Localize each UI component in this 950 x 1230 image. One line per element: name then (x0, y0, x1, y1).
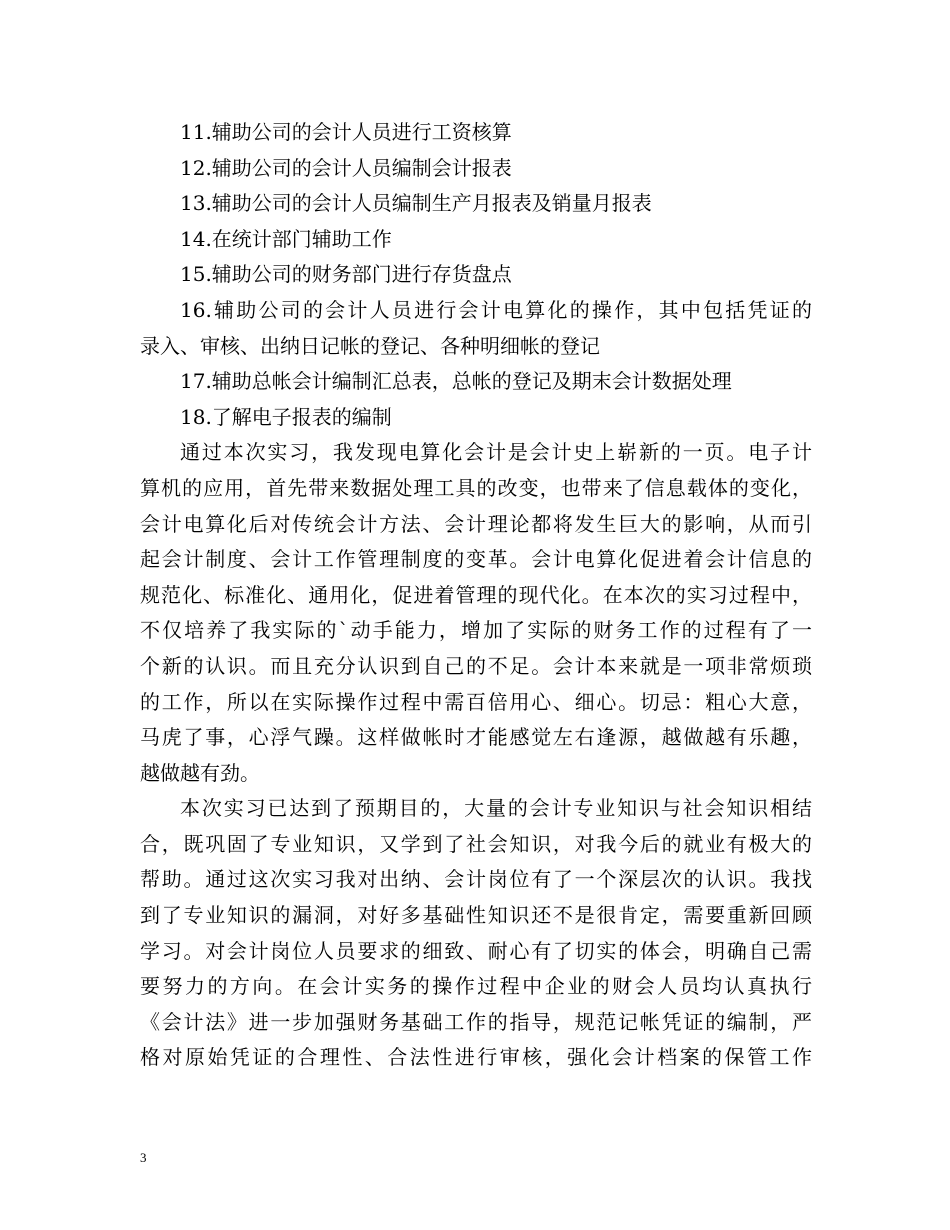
text-line: 18.了解电子报表的编制 (180, 404, 392, 429)
text-line: 学习。对会计岗位人员要求的细致、耐心有了切实的体会，明确自己需 (140, 938, 812, 963)
text-line: 要努力的方向。在会计实务的操作过程中企业的财会人员均认真执行 (140, 974, 812, 999)
text-line: 12.辅助公司的会计人员编制会计报表 (180, 155, 512, 180)
text-line: 格对原始凭证的合理性、合法性进行审核，强化会计档案的保管工作 (140, 1045, 812, 1070)
text-line: 的工作，所以在实际操作过程中需百倍用心、细心。切忌：粗心大意， (140, 689, 812, 714)
text-line: 录入、审核、出纳日记帐的登记、各种明细帐的登记 (140, 333, 600, 358)
text-line: 会计电算化后对传统会计方法、会计理论都将发生巨大的影响，从而引 (140, 511, 812, 536)
text-line: 11.辅助公司的会计人员进行工资核算 (180, 120, 512, 144)
text-line: 14.在统计部门辅助工作 (180, 226, 392, 251)
text-line: 到了专业知识的漏洞，对好多基础性知识还不是很肯定，需要重新回顾 (140, 903, 812, 928)
text-line: 本次实习已达到了预期目的，大量的会计专业知识与社会知识相结 (180, 796, 812, 821)
text-line: 15.辅助公司的财务部门进行存货盘点 (180, 262, 512, 287)
text-line: 起会计制度、会计工作管理制度的变革。会计电算化促进着会计信息的 (140, 547, 812, 572)
text-line: 规范化、标准化、通用化，促进着管理的现代化。在本次的实习过程中， (140, 582, 812, 607)
text-line: 通过本次实习，我发现电算化会计是会计史上崭新的一页。电子计 (180, 440, 812, 465)
text-line: 帮助。通过这次实习我对出纳、会计岗位有了一个深层次的认识。我找 (140, 867, 812, 892)
page-number: 3 (140, 1150, 147, 1165)
text-line: 16.辅助公司的会计人员进行会计电算化的操作，其中包括凭证的 (180, 297, 812, 322)
text-line: 个新的认识。而且充分认识到自己的不足。会计本来就是一项非常烦琐 (140, 653, 812, 678)
text-line: 《会计法》进一步加强财务基础工作的指导，规范记帐凭证的编制，严 (140, 1009, 812, 1034)
text-line: 算机的应用，首先带来数据处理工具的改变，也带来了信息载体的变化， (140, 475, 812, 500)
text-line: 马虎了事，心浮气躁。这样做帐时才能感觉左右逢源，越做越有乐趣， (140, 725, 812, 750)
text-line: 合，既巩固了专业知识，又学到了社会知识，对我今后的就业有极大的 (140, 831, 812, 856)
text-line: 越做越有劲。 (140, 760, 260, 785)
text-line: 13.辅助公司的会计人员编制生产月报表及销量月报表 (180, 191, 652, 216)
text-line: 17.辅助总帐会计编制汇总表，总帐的登记及期末会计数据处理 (180, 369, 732, 394)
text-line: 不仅培养了我实际的`动手能力，增加了实际的财务工作的过程有了一 (140, 618, 812, 643)
document-body (140, 115, 812, 1076)
